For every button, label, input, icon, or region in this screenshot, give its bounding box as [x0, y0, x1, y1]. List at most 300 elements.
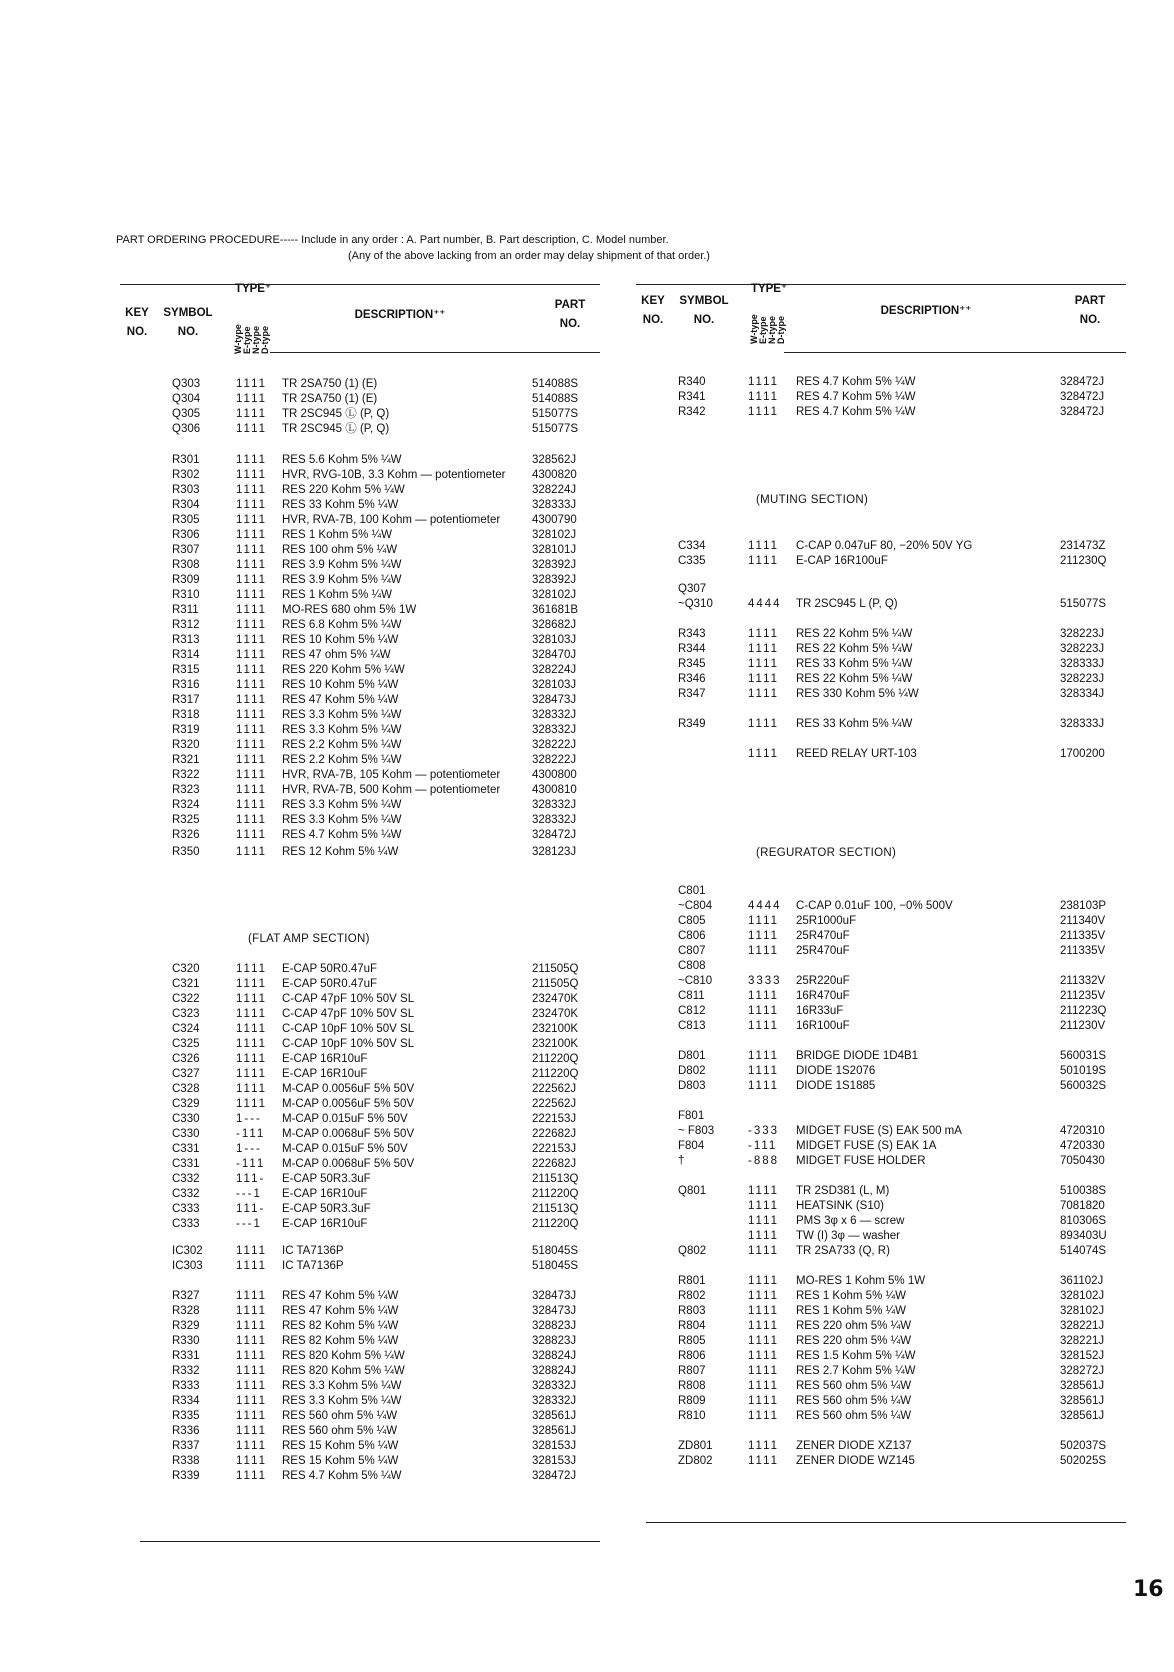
page-number: 16 — [1133, 1577, 1164, 1602]
part-row — [120, 663, 600, 678]
symbol-no: C801 — [678, 885, 706, 897]
part-number: 211513Q — [532, 1173, 579, 1185]
symbol-no: R803 — [678, 1305, 706, 1317]
part-description: C-CAP 47pF 10% 50V SL — [282, 993, 415, 1005]
symbol-no: R806 — [678, 1350, 706, 1362]
part-number: 211230V — [1060, 1020, 1106, 1032]
part-row — [636, 929, 1126, 944]
type-codes: -888 — [748, 1155, 780, 1167]
part-number: 222153J — [532, 1143, 577, 1155]
part-description: 25R470uF — [796, 930, 850, 942]
part-row — [120, 573, 600, 588]
symbol-no: C322 — [172, 993, 200, 1005]
part-number: 4720310 — [1060, 1125, 1105, 1137]
part-number: 328823J — [532, 1335, 577, 1347]
procedure-line-2: (Any of the above lacking from an order may delay shipment of that order.) — [348, 250, 710, 262]
part-row — [120, 1097, 600, 1112]
part-row — [636, 672, 1126, 687]
part-description: IC TA7136P — [282, 1245, 344, 1257]
part-number: 232100K — [532, 1023, 579, 1035]
part-number: 328224J — [532, 484, 577, 496]
part-row — [120, 1379, 600, 1394]
part-row — [636, 884, 1126, 899]
left-parts-column — [120, 284, 600, 1544]
type-codes: 1111 — [236, 604, 268, 616]
part-description: RES 3.3 Kohm 5% ¼W — [282, 799, 402, 811]
part-row — [120, 483, 600, 498]
symbol-no: R336 — [172, 1425, 200, 1437]
part-row — [636, 1124, 1126, 1139]
type-codes: -333 — [748, 1125, 780, 1137]
part-row — [120, 1172, 600, 1187]
part-number: 222562J — [532, 1083, 577, 1095]
part-number: 502037S — [1060, 1440, 1107, 1452]
type-codes: 1111 — [748, 1350, 780, 1362]
part-description: C-CAP 10pF 10% 50V SL — [282, 1023, 415, 1035]
symbol-no: C329 — [172, 1098, 200, 1110]
part-number: 328153J — [532, 1455, 577, 1467]
part-row — [636, 717, 1126, 732]
type-codes: 1111 — [236, 993, 268, 1005]
part-description: RES 12 Kohm 5% ¼W — [282, 846, 399, 858]
part-row — [120, 753, 600, 768]
symbol-no: R327 — [172, 1290, 200, 1302]
part-number: 211220Q — [532, 1218, 579, 1230]
part-row — [120, 377, 600, 392]
part-number: 518045S — [532, 1260, 579, 1272]
symbol-no: ~ F803 — [678, 1125, 715, 1137]
type-codes: 1111 — [236, 754, 268, 766]
symbol-no: Q304 — [172, 393, 201, 405]
part-row — [636, 687, 1126, 702]
type-codes: 1111 — [748, 1410, 780, 1422]
part-description: E-CAP 16R100uF — [796, 555, 888, 567]
part-row — [120, 977, 600, 992]
part-number: 4300800 — [532, 769, 577, 781]
part-description: RES 3.3 Kohm 5% ¼W — [282, 724, 402, 736]
symbol-no: ZD802 — [678, 1455, 713, 1467]
symbol-no: R810 — [678, 1410, 706, 1422]
part-description: RES 220 Kohm 5% ¼W — [282, 664, 405, 676]
part-row — [120, 1037, 600, 1052]
part-number: 328152J — [1060, 1350, 1105, 1362]
part-number: 211513Q — [532, 1203, 579, 1215]
part-number: 328223J — [1060, 628, 1105, 640]
part-number: 502025S — [1060, 1455, 1107, 1467]
part-description: RES 10 Kohm 5% ¼W — [282, 679, 399, 691]
part-description: RES 4.7 Kohm 5% ¼W — [796, 406, 916, 418]
type-codes: 1111 — [748, 406, 780, 418]
footer-rule — [646, 1522, 1126, 1523]
part-description: RES 560 ohm 5% ¼W — [796, 1410, 912, 1422]
part-row — [636, 1379, 1126, 1394]
type-codes: 1111 — [748, 1215, 780, 1227]
type-codes: 1111 — [748, 1050, 780, 1062]
key-no-header: KEY NO. — [641, 295, 665, 326]
symbol-no: C806 — [678, 930, 706, 942]
part-description: RES 2.2 Kohm 5% ¼W — [282, 739, 402, 751]
part-row — [120, 1187, 600, 1202]
type-codes: 1111 — [236, 1023, 268, 1035]
type-codes: 1111 — [748, 718, 780, 730]
part-number: 361681B — [532, 604, 579, 616]
part-row — [636, 1139, 1126, 1154]
type-codes: 4444 — [748, 598, 782, 610]
type-codes: 1111 — [236, 1290, 268, 1302]
part-number: 328332J — [532, 724, 577, 736]
part-row — [636, 1304, 1126, 1319]
part-description: ZENER DIODE WZ145 — [796, 1455, 915, 1467]
type-codes: 1111 — [236, 589, 268, 601]
type-codes: 1111 — [748, 1245, 780, 1257]
type-codes: 1111 — [748, 1290, 780, 1302]
type-codes: 1111 — [748, 1320, 780, 1332]
type-codes: 1111 — [236, 769, 268, 781]
part-description: C-CAP 47pF 10% 50V SL — [282, 1008, 415, 1020]
part-row — [120, 992, 600, 1007]
symbol-no: R328 — [172, 1305, 200, 1317]
part-row — [120, 1364, 600, 1379]
part-number: 232100K — [532, 1038, 579, 1050]
part-description: HVR, RVA-7B, 100 Kohm — potentiometer — [282, 514, 501, 526]
part-row — [636, 1349, 1126, 1364]
symbol-no: R333 — [172, 1380, 200, 1392]
part-row — [636, 1079, 1126, 1094]
part-row — [120, 1349, 600, 1364]
type-header: TYPE⁺ — [234, 283, 272, 295]
part-number: 328472J — [532, 829, 577, 841]
type-codes: 1111 — [748, 673, 780, 685]
symbol-no: R805 — [678, 1335, 706, 1347]
type-codes: 1111 — [748, 1005, 780, 1017]
part-number: 328101J — [532, 544, 577, 556]
part-number: 211505Q — [532, 978, 579, 990]
type-codes: 1111 — [236, 724, 268, 736]
part-number: 328473J — [532, 694, 577, 706]
type-codes: 1111 — [236, 484, 268, 496]
symbol-no: R343 — [678, 628, 706, 640]
part-row — [120, 1067, 600, 1082]
part-description: HVR, RVA-7B, 105 Kohm — potentiometer — [282, 769, 501, 781]
type-codes: 111- — [236, 1173, 266, 1185]
type-codes: 1111 — [236, 544, 268, 556]
part-description: RES 4.7 Kohm 5% ¼W — [282, 1470, 402, 1482]
part-row — [636, 1019, 1126, 1034]
part-row — [120, 1469, 600, 1484]
type-codes: 1111 — [748, 628, 780, 640]
symbol-no: R339 — [172, 1470, 200, 1482]
symbol-no: C333 — [172, 1203, 200, 1215]
part-description: MIDGET FUSE (S) EAK 500 mA — [796, 1125, 962, 1137]
part-number: 222682J — [532, 1158, 577, 1170]
part-row — [120, 603, 600, 618]
part-row — [636, 1199, 1126, 1214]
part-description: RES 560 ohm 5% ¼W — [796, 1380, 912, 1392]
type-codes: 1111 — [748, 1185, 780, 1197]
part-row — [120, 738, 600, 753]
symbol-no: R319 — [172, 724, 200, 736]
type-codes: 1111 — [748, 376, 780, 388]
part-row — [120, 798, 600, 813]
symbol-no: R801 — [678, 1275, 706, 1287]
type-codes: 1111 — [236, 1305, 268, 1317]
symbol-no: R308 — [172, 559, 200, 571]
part-row — [120, 1454, 600, 1469]
part-description: TR 2SC945 L (P, Q) — [796, 598, 898, 610]
part-number: 328123J — [532, 846, 577, 858]
part-number: 328102J — [1060, 1305, 1105, 1317]
header-top-rule — [120, 284, 600, 285]
part-row — [636, 1244, 1126, 1259]
symbol-no: R322 — [172, 769, 200, 781]
part-number: 514074S — [1060, 1245, 1107, 1257]
part-number: 515077S — [532, 423, 579, 435]
part-description: RES 4.7 Kohm 5% ¼W — [796, 376, 916, 388]
part-description: RES 82 Kohm 5% ¼W — [282, 1335, 399, 1347]
part-row — [120, 723, 600, 738]
part-number: 4300820 — [532, 469, 577, 481]
symbol-no-header: SYMBOL NO. — [679, 295, 729, 326]
part-number: 328102J — [532, 589, 577, 601]
part-row — [120, 633, 600, 648]
part-row — [120, 528, 600, 543]
part-number: 328473J — [532, 1305, 577, 1317]
type-codes: 1111 — [748, 643, 780, 655]
part-description: RES 330 Kohm 5% ¼W — [796, 688, 919, 700]
part-description: RES 1 Kohm 5% ¼W — [796, 1290, 906, 1302]
part-row — [636, 539, 1126, 554]
symbol-no: R325 — [172, 814, 200, 826]
symbol-no: R340 — [678, 376, 706, 388]
symbol-no: R330 — [172, 1335, 200, 1347]
part-description: C-CAP 0.01uF 100, −0% 500V — [796, 900, 953, 912]
type-codes: 3333 — [748, 975, 782, 987]
symbol-no: R305 — [172, 514, 200, 526]
type-codes: 1111 — [748, 1365, 780, 1377]
part-number: 560032S — [1060, 1080, 1107, 1092]
part-number: 328102J — [1060, 1290, 1105, 1302]
part-row — [120, 1394, 600, 1409]
symbol-no: C323 — [172, 1008, 200, 1020]
symbol-no: R316 — [172, 679, 200, 691]
part-row — [120, 392, 600, 407]
symbol-no: R318 — [172, 709, 200, 721]
type-codes: 1111 — [748, 1020, 780, 1032]
part-number: 328472J — [1060, 376, 1105, 388]
part-number: 328224J — [532, 664, 577, 676]
part-description: RES 2.7 Kohm 5% ¼W — [796, 1365, 916, 1377]
part-row — [120, 1409, 600, 1424]
part-number: 1700200 — [1060, 748, 1105, 760]
part-number: 211340V — [1060, 915, 1106, 927]
type-codes: 4444 — [748, 900, 782, 912]
part-number: 328272J — [1060, 1365, 1105, 1377]
part-row — [636, 390, 1126, 405]
part-description: 25R220uF — [796, 975, 850, 987]
part-description: RES 33 Kohm 5% ¼W — [282, 499, 399, 511]
part-row — [636, 989, 1126, 1004]
symbol-no: R350 — [172, 846, 200, 858]
part-row — [120, 407, 600, 422]
part-number: 328332J — [532, 1380, 577, 1392]
type-codes: 1111 — [236, 514, 268, 526]
type-subheader: W-type E-type N-type D-type — [749, 314, 786, 344]
part-row — [636, 944, 1126, 959]
type-codes: 1111 — [748, 1230, 780, 1242]
symbol-no: R311 — [172, 604, 199, 616]
symbol-no: C332 — [172, 1173, 200, 1185]
part-description: RES 560 ohm 5% ¼W — [282, 1425, 398, 1437]
part-number: 328823J — [532, 1320, 577, 1332]
type-codes: 1111 — [236, 454, 268, 466]
symbol-no: C335 — [678, 555, 706, 567]
header-top-rule — [636, 284, 1126, 285]
part-row — [636, 1154, 1126, 1169]
part-description: RES 3.9 Kohm 5% ¼W — [282, 559, 402, 571]
part-number: 211220Q — [532, 1068, 579, 1080]
symbol-no-header: SYMBOL NO. — [163, 307, 213, 338]
part-description: 25R470uF — [796, 945, 850, 957]
type-codes: 1111 — [236, 1425, 268, 1437]
part-number: 222682J — [532, 1128, 577, 1140]
part-number: 211335V — [1060, 930, 1106, 942]
type-codes: 1111 — [236, 846, 268, 858]
type-codes: 1111 — [748, 1200, 780, 1212]
type-codes: 111- — [236, 1203, 266, 1215]
part-number: 810306S — [1060, 1215, 1107, 1227]
symbol-no: C333 — [172, 1218, 200, 1230]
part-description: RES 22 Kohm 5% ¼W — [796, 673, 913, 685]
part-row — [120, 513, 600, 528]
symbol-no: R335 — [172, 1410, 200, 1422]
symbol-no: Q303 — [172, 378, 201, 390]
type-codes: 1111 — [748, 990, 780, 1002]
part-description: M-CAP 0.0056uF 5% 50V — [282, 1083, 415, 1095]
type-codes: 1111 — [236, 1320, 268, 1332]
part-description: E-CAP 50R3.3uF — [282, 1173, 371, 1185]
procedure-line-1: PART ORDERING PROCEDURE----- Include in any order : A. Part number, B. Part description, C. Model number. — [116, 234, 669, 246]
part-number: 328472J — [1060, 391, 1105, 403]
part-number: 328472J — [532, 1470, 577, 1482]
symbol-no: R310 — [172, 589, 200, 601]
part-description: RES 47 Kohm 5% ¼W — [282, 1305, 399, 1317]
type-codes: 1111 — [236, 814, 268, 826]
part-description: RES 1 Kohm 5% ¼W — [282, 529, 392, 541]
part-description: RES 220 ohm 5% ¼W — [796, 1320, 912, 1332]
type-codes: 1111 — [236, 559, 268, 571]
right-parts-column — [636, 284, 1126, 1524]
part-row — [636, 1439, 1126, 1454]
part-number: 328222J — [532, 739, 577, 751]
type-codes: 1111 — [748, 1275, 780, 1287]
part-description: E-CAP 50R0.47uF — [282, 978, 378, 990]
part-row — [636, 1394, 1126, 1409]
symbol-no: C324 — [172, 1023, 200, 1035]
part-number: 328332J — [532, 814, 577, 826]
symbol-no: C330 — [172, 1128, 200, 1140]
part-description: RES 4.7 Kohm 5% ¼W — [796, 391, 916, 403]
type-codes: 1111 — [236, 1038, 268, 1050]
part-number: 7081820 — [1060, 1200, 1105, 1212]
type-subheader: W-type E-type N-type D-type — [233, 324, 270, 354]
type-codes: 1111 — [236, 649, 268, 661]
part-description: M-CAP 0.015uF 5% 50V — [282, 1143, 408, 1155]
part-description: MIDGET FUSE (S) EAK 1A — [796, 1140, 937, 1152]
part-description: RES 4.7 Kohm 5% ¼W — [282, 829, 402, 841]
part-description: RES 1 Kohm 5% ¼W — [282, 589, 392, 601]
type-codes: 1111 — [748, 1380, 780, 1392]
part-row — [636, 1334, 1126, 1349]
type-codes: 1111 — [236, 1365, 268, 1377]
part-number: 328682J — [532, 619, 577, 631]
type-codes: 1111 — [236, 709, 268, 721]
type-codes: 1111 — [236, 1440, 268, 1452]
part-row — [120, 1157, 600, 1172]
symbol-no: IC303 — [172, 1260, 203, 1272]
type-codes: 1111 — [748, 1080, 780, 1092]
symbol-no: R809 — [678, 1395, 706, 1407]
symbol-no: C320 — [172, 963, 200, 975]
part-number: 328472J — [1060, 406, 1105, 418]
part-description: E-CAP 16R10uF — [282, 1068, 368, 1080]
part-description: TR 2SA750 (1) (E) — [282, 393, 378, 405]
part-row — [636, 1229, 1126, 1244]
symbol-no: C321 — [172, 978, 200, 990]
symbol-no: ~Q310 — [678, 598, 713, 610]
type-codes: 1111 — [236, 829, 268, 841]
symbol-no: C330 — [172, 1113, 200, 1125]
type-codes: 1111 — [236, 423, 268, 435]
part-row — [636, 1289, 1126, 1304]
symbol-no: C331 — [172, 1143, 200, 1155]
part-number: 7050430 — [1060, 1155, 1105, 1167]
part-description: TR 2SD381 (L, M) — [796, 1185, 890, 1197]
part-number: 328333J — [1060, 718, 1105, 730]
part-number: 211220Q — [532, 1053, 579, 1065]
symbol-no: R309 — [172, 574, 200, 586]
part-number: 328561J — [532, 1410, 577, 1422]
part-description: E-CAP 16R10uF — [282, 1053, 368, 1065]
part-description: RES 5.6 Kohm 5% ¼W — [282, 454, 402, 466]
header-bottom-rule — [784, 352, 1126, 353]
type-codes: 1111 — [236, 574, 268, 586]
type-codes: 1111 — [236, 978, 268, 990]
symbol-no: C812 — [678, 1005, 706, 1017]
type-codes: 1111 — [748, 540, 780, 552]
part-number: 328824J — [532, 1365, 577, 1377]
type-codes: 1--- — [236, 1143, 262, 1155]
type-codes: 1111 — [236, 664, 268, 676]
type-codes: 1111 — [236, 1350, 268, 1362]
part-description: IC TA7136P — [282, 1260, 344, 1272]
part-description: RES 220 ohm 5% ¼W — [796, 1335, 912, 1347]
symbol-no: † — [678, 1155, 685, 1167]
symbol-no: ~C804 — [678, 900, 713, 912]
part-row — [120, 648, 600, 663]
type-codes: 1111 — [236, 1245, 268, 1257]
type-codes: 1111 — [236, 1053, 268, 1065]
description-header: DESCRIPTION⁺⁺ — [880, 305, 972, 317]
part-number: 328332J — [532, 799, 577, 811]
type-codes: 1111 — [748, 555, 780, 567]
part-number: 328473J — [532, 1290, 577, 1302]
part-row — [120, 828, 600, 843]
part-row — [120, 1289, 600, 1304]
part-description: TR 2SC945 Ⓛ (P, Q) — [282, 408, 390, 420]
part-no-header: PART NO. — [554, 299, 586, 330]
part-row — [120, 1217, 600, 1232]
part-row — [636, 1214, 1126, 1229]
